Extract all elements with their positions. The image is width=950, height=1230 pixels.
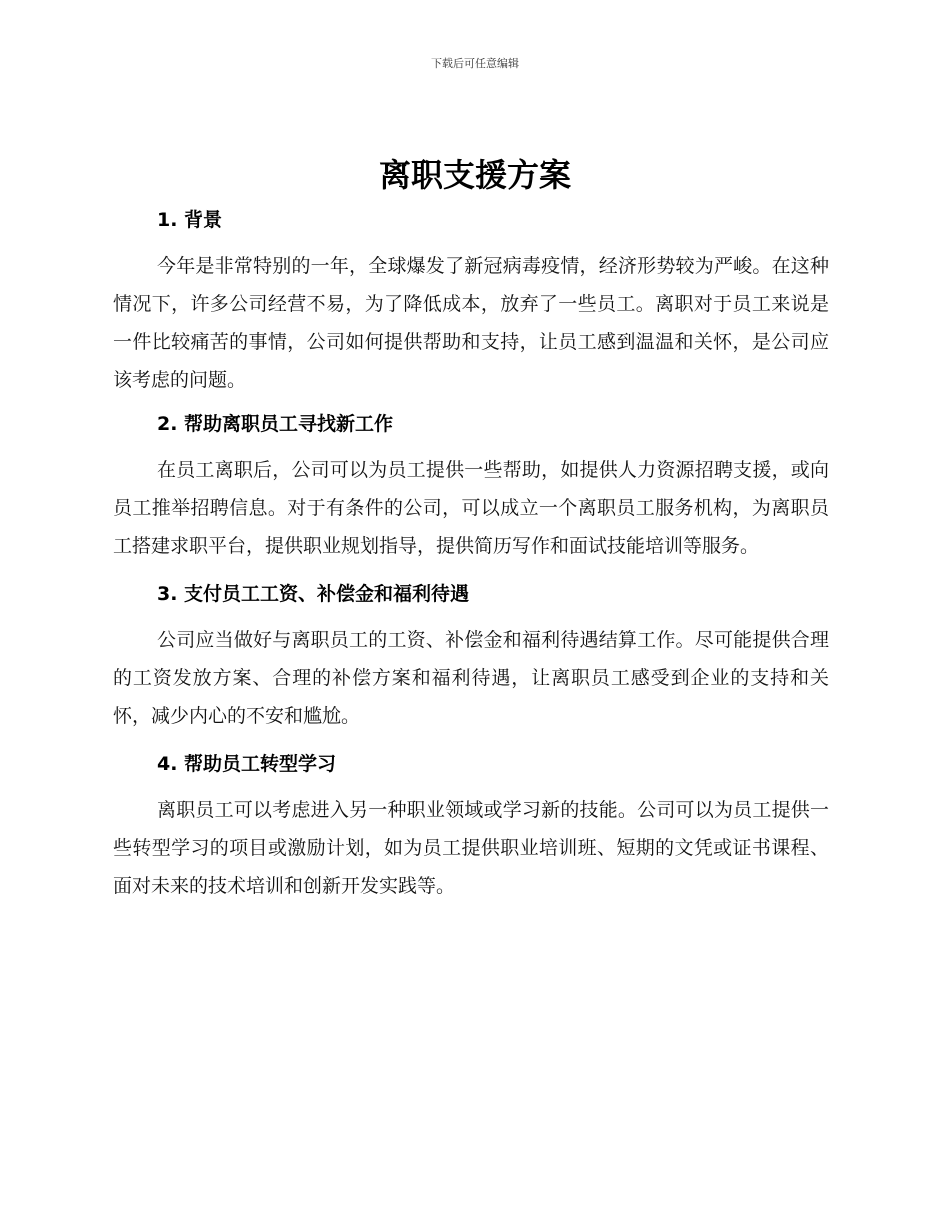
section-compensation — [113, 577, 829, 735]
section-job-search-help — [113, 407, 829, 565]
document-title: 离职支援方案 — [378, 156, 571, 194]
document-content — [113, 203, 829, 917]
section-heading: 2. 帮助离职员工寻找新工作 — [157, 413, 394, 435]
section-heading: 3. 支付员工工资、补偿金和福利待遇 — [157, 583, 470, 605]
section-background — [113, 203, 829, 399]
section-heading: 4. 帮助员工转型学习 — [157, 753, 337, 775]
header-note: 下载后可任意编辑 — [431, 57, 519, 70]
section-paragraph: 公司应当做好与离职员工的工资、补偿金和福利待遇结算工作。尽可能提供合理的工资发放方案、合理的补偿方案和福利待遇，让离职员工感受到企业的支持和关怀，减少内心的不安和尴尬。 — [113, 629, 829, 727]
section-paragraph: 离职员工可以考虑进入另一种职业领域或学习新的技能。公司可以为员工提供一些转型学习的项目或激励计划，如为员工提供职业培训班、短期的文凭或证书课程、面对未来的技术培训和创新开发实践等。 — [113, 799, 829, 897]
section-transition-learning — [113, 747, 829, 905]
section-heading: 1. 背景 — [157, 209, 223, 231]
section-paragraph: 在员工离职后，公司可以为员工提供一些帮助，如提供人力资源招聘支援，或向员工推举招聘信息。对于有条件的公司，可以成立一个离职员工服务机构，为离职员工搭建求职平台，提供职业规划指导，提供简历写作和面试技能培训等服务。 — [113, 459, 829, 557]
section-paragraph: 今年是非常特别的一年，全球爆发了新冠病毒疫情，经济形势较为严峻。在这种情况下，许多公司经营不易，为了降低成本，放弃了一些员工。离职对于员工来说是一件比较痛苦的事情，公司如何提供帮助和支持，让员工感到温温和关怀，是公司应该考虑的问题。 — [113, 255, 829, 391]
